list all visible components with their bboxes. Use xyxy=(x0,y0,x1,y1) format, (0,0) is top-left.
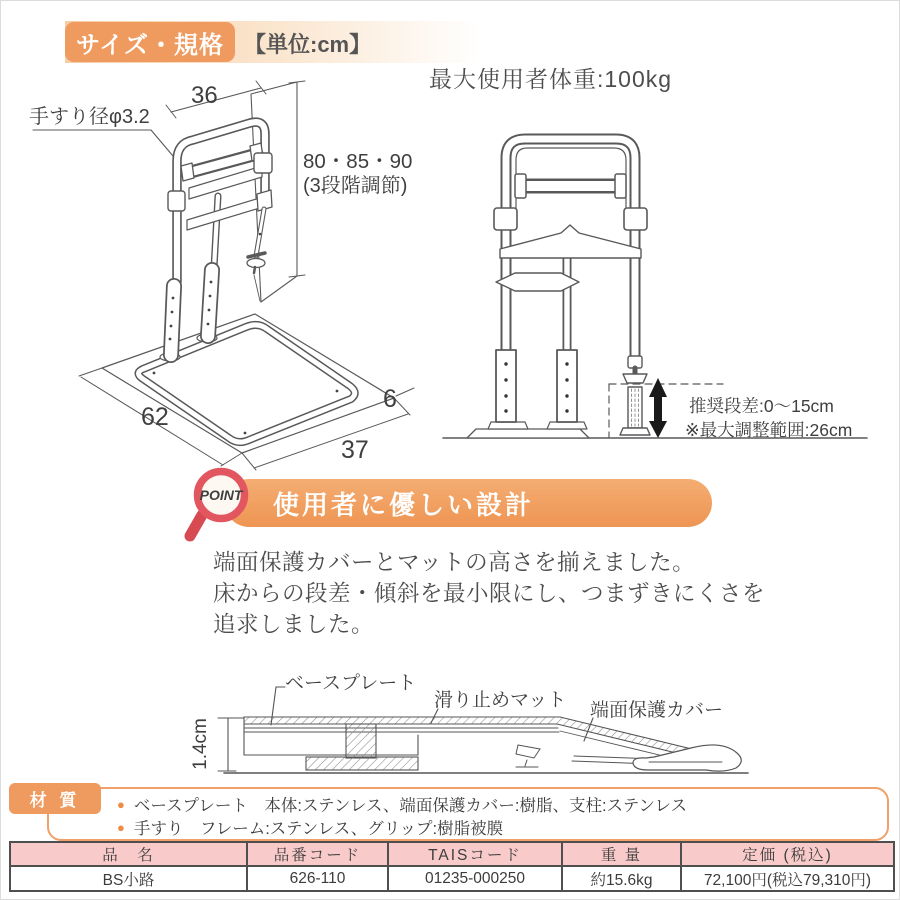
point-badge-text: POINT xyxy=(199,487,243,503)
materials-item-1-text: ベースプレート 本体:ステンレス、端面保護カバー:樹脂、支柱:ステンレス xyxy=(133,797,687,815)
cell-tais-code: 01235-000250 xyxy=(388,866,562,891)
section-title-text: サイズ・規格 xyxy=(75,31,225,59)
cell-product-name: BS小路 xyxy=(10,866,247,891)
materials-item-2-text: 手すり フレーム:ステンレス、グリップ:樹脂被膜 xyxy=(133,820,504,838)
dim-mat-height: 1.4cm xyxy=(190,718,211,770)
feature-line-2: 床からの段差・傾斜を最小限にし、つまずきにくさを xyxy=(213,581,766,606)
dim-base-width: 37 xyxy=(341,436,369,464)
header-product-name: 品 名 xyxy=(10,842,247,866)
materials-box xyxy=(47,787,889,841)
dim-base-thickness: 6 xyxy=(383,385,397,413)
feature-line-3: 追求しました。 xyxy=(213,612,375,637)
label-baseplate: ベースプレート xyxy=(285,673,417,694)
materials-label xyxy=(9,783,101,814)
feature-paragraph xyxy=(213,547,765,640)
header-tais-code: TAISコード xyxy=(388,842,562,866)
point-banner xyxy=(225,479,712,527)
materials-item-2 xyxy=(117,815,503,839)
spec-table-header-row xyxy=(10,842,894,866)
label-antislip-mat: 滑り止めマット xyxy=(434,690,567,711)
unit-note: 【単位:cm】 xyxy=(244,32,372,57)
dim-heights-note: (3段階調節) xyxy=(303,175,408,197)
materials-item-1 xyxy=(117,792,687,816)
dim-heights: 80・85・90 xyxy=(303,150,413,173)
header-product-code: 品番コード xyxy=(247,842,388,866)
dim-rail-diameter: 手すり径φ3.2 xyxy=(29,106,150,128)
feature-line-1: 端面保護カバーとマットの高さを揃えました。 xyxy=(213,550,696,575)
spec-table xyxy=(9,841,895,892)
cell-price: 72,100円(税込79,310円) xyxy=(681,866,894,891)
section-title-size-spec xyxy=(65,22,235,62)
max-user-weight: 最大使用者体重:100kg xyxy=(429,66,673,92)
note-max-adjust: ※最大調整範囲:26cm xyxy=(685,420,853,440)
header-weight: 重 量 xyxy=(562,842,681,866)
bullet-icon: ● xyxy=(117,820,125,835)
cell-product-code: 626-110 xyxy=(247,866,388,891)
note-recommended-step: 推奨段差:0〜15cm xyxy=(689,396,834,416)
bullet-icon: ● xyxy=(117,797,125,812)
spec-table-data-row xyxy=(10,866,894,891)
dim-base-depth: 62 xyxy=(141,403,169,431)
dim-top-width: 36 xyxy=(191,82,218,109)
cell-weight: 約15.6kg xyxy=(562,866,681,891)
point-banner-title: 使用者に優しい設計 xyxy=(273,489,535,520)
label-edge-cover: 端面保護カバー xyxy=(590,700,724,721)
cross-section-diagram xyxy=(186,661,756,791)
isometric-diagram xyxy=(21,76,441,471)
header-price: 定価 (税込) xyxy=(681,842,894,866)
materials-label-text: 材 質 xyxy=(29,791,81,810)
front-view-diagram xyxy=(431,116,881,461)
magnifier-point-icon xyxy=(184,457,266,549)
